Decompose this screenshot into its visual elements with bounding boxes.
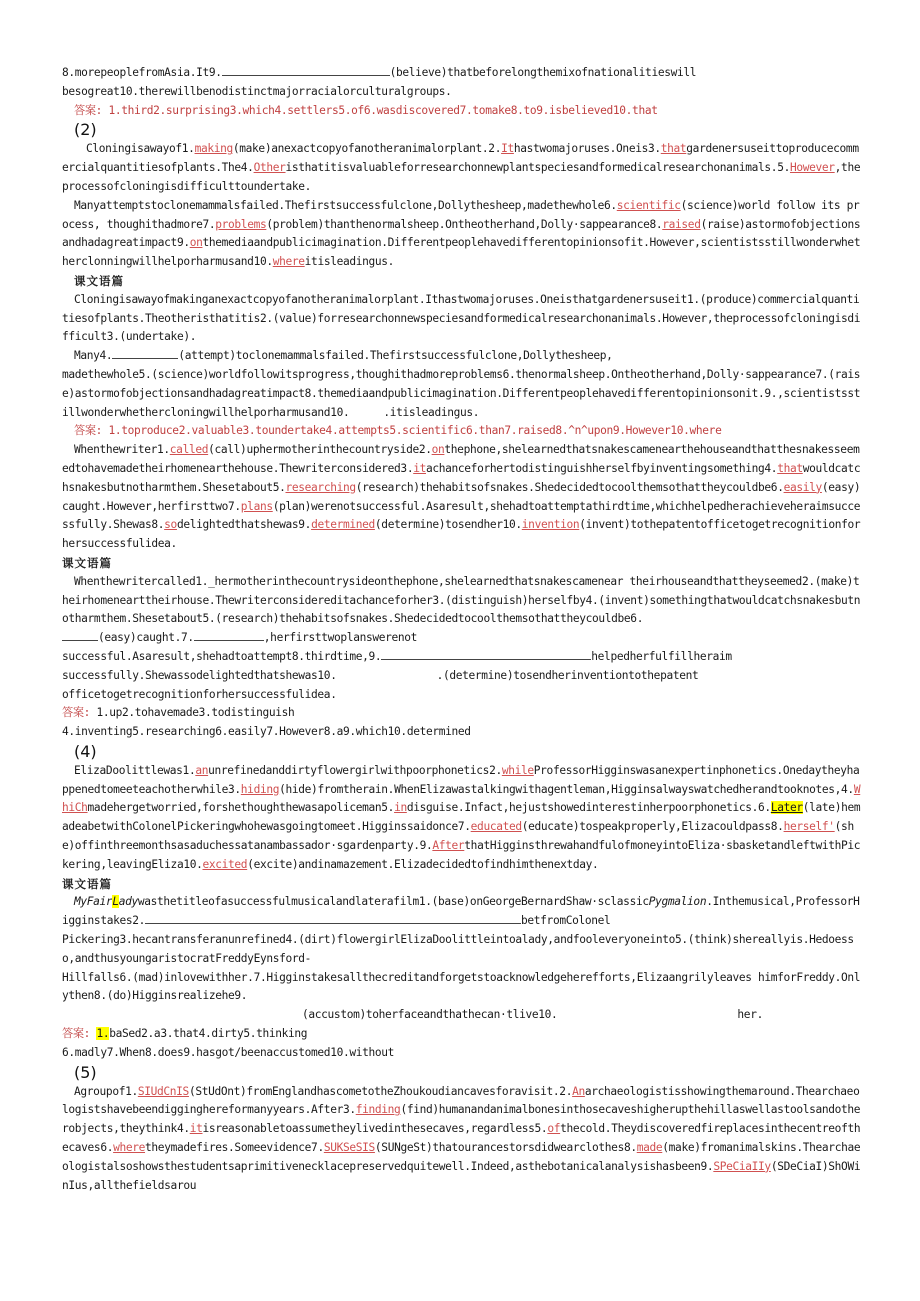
answer-fill: it: [189, 1122, 203, 1136]
blank: [62, 629, 98, 641]
text: (believe)thatbeforelongthemixofnationalitieswill: [389, 66, 697, 79]
answer-fill: easily: [783, 480, 822, 494]
answer-line: [62, 102, 862, 121]
answer-label: 答案:: [74, 103, 103, 117]
text-line: successful.Asaresult,shehadtoattempt8.thirdtime,9. helpedherfulfillheraim: [62, 649, 732, 663]
answer-fill: while: [501, 763, 534, 777]
section-number: (5): [74, 1062, 97, 1082]
answer-fill: WhiCh: [62, 782, 861, 815]
answer-text: 1.third2.surprising3.which4.settlers5.of6.wasdiscovered7.tomake8.to9.isbelieved10.that: [108, 103, 658, 117]
passage-paragraph: Agroupof1.SIUdCnIS(StUdOnt)fromEnglandhascometotheZhoukoudiancavesforavisit.2.Anarchaeologistisshowingthemaround.Thearchaeologistshavebeendigginghereformanyyears.After3.finding(find)humanandanimalbonesinthosecaveshigherupthehillaswellastoolsandotherobjects,theythink4.itisreasonabletoassumetheylivedinthesecaves,regardless5.ofthecold.Theydiscoveredfireplacesinthecentreofthecaves6.wheretheymadefires.Someevidence7.SUKSeSIS(SUNgeSt)thatourancestorsdidwearclothes8.made(make)fromanimalskins.Thearchaeologistalsoshowsthestudentsaprimitivenecklacepreservedquitewell.Indeed,asthebotanicalanalysishasbeen9.SPeCiaIIy(SDeCiaI)ShOWinIus,allthefieldsarou: [62, 1084, 861, 1192]
passage-paragraph: Whenthewriter1.called(call)uphermotherinthecountryside2.onthephone,shelearnedthatsnakescamenearthehouseandthatthesnakesseemedtohavemadetheirhomenearthehouse.Thewriterconsidered3.itachanceforhertodistinguishherselfbyinventingsomething4.thatwouldcatchsnakesbutnotharmthem.Shesetabout5.researching(research)thehabitsofsnakes.Shedecidedtocoolthemsothattheycouldbe6.easily(easy)caught.However,herfirsttwo7.plans(plan)werenotsuccessful.Asaresult,shehadtoattemptathirdtime,whichhelpedherachieveheraimsuccessfully.Shewas8.sodelightedthatshewas9.determined(determine)tosendher10.invention(invent)tothepatentofficetogetrecognitionforhersuccessfulidea.: [62, 443, 861, 551]
passage-paragraph: Whenthewritercalled1._hermotherinthecountrysideonthephone,shelearnedthatsnakescamenear theirhouseandthattheyseemed2.(make)theirhomenearttheirhouse.Thewriterconsidereditachanceforher3.(distinguish)herselfby4.(invent)somethingthatwouldcatchsnakesbutnotharmthem.Shesetabout5.(research)thehabitsofsnakes.Shedecidedtocoolthemsothattheycouldbe6.(easy)caught.7. ,herfirsttwoplanswerenot: [62, 574, 861, 645]
answer-fill: finding: [355, 1103, 401, 1117]
answer-fill: hiding: [240, 782, 280, 796]
passage-paragraph: ElizaDoolittlewas1.anunrefinedanddirtyflowergirlwithpoorphonetics2.whileProfessorHigginswasanexpertinphonetics.Onedaytheyhappenedtomeeteachotherwhile3.hiding(hide)fromtherain.WhenElizawastalkingwithagentleman,Higginsalwayswatchedherandtooknotes,4.WhiChmadehergetworried,forshethoughthewasapoliceman5.indisguise.Infact,hejustshowedinterestinherpoorphonetics.6.Later(late)hemadeabetwithColonelPickeringwhohewasgoingtomeet.Higginssaidonce7.educated(educate)tospeakproperly,Elizacouldpass8.herself'(she)offinthreemonthsasaduchessatanambassador·sgardenparty.9.AfterthatHigginsthrewahandfulofmoneyintoEliza·sbasketandleftwithPickering,leavingEliza10.excited(excite)andinamazement.Elizadecidedtofindhimthenextday.: [62, 763, 861, 871]
section-heading: 课文语篇: [62, 876, 112, 891]
blank: [222, 64, 390, 76]
passage-paragraph: Cloningisawayof1.making(make)anexactcopyofanotheranimalorplant.2.Ithastwomajoruses.Oneis3.thatgardenersuseittoproducecommercialquantitiesofplants.The4.Otheristhatitisvaluableforresearchonnewplantspeciesandformedicalresearchonanimals.5.However,theprocessofcloningisdifficulttoundertake.: [62, 142, 861, 193]
answer-fill: in: [394, 801, 407, 815]
text-line: besogreat10.therewillbenodistinctmajorracialorculturalgroups.: [62, 84, 452, 98]
answer-fill: where: [113, 1141, 146, 1155]
blank: [194, 629, 264, 641]
text-line: Hillfalls6.(mad)inlovewithher.7.Higginstakesallthecreditandforgetstoacknowledgeherefforts,Elizaangrilyleaves himforFreddy.Onlythen8.(do)Higginsrealizehe9.: [62, 970, 861, 1003]
answer-fill: an: [195, 763, 209, 777]
answer-fill: that: [777, 461, 803, 475]
answer-fill: herself': [783, 820, 835, 834]
answer-line: 4.inventing5.researching6.easily7.However8.a9.which10.determined: [62, 725, 471, 739]
answer-fill: that: [660, 142, 687, 156]
answer-line: 答案: 1.baSed2.a3.that4.dirty5.thinking: [62, 1027, 308, 1041]
blank: [112, 347, 178, 359]
answer-fill: scientific: [616, 198, 681, 212]
answer-fill: it: [413, 461, 426, 475]
answer-fill: problems: [215, 217, 267, 231]
answer-line: 答案: 1.up2.tohavemade3.todistinguish: [62, 706, 295, 720]
worksheet-page: [62, 64, 862, 1195]
answer-fill: invention: [521, 518, 580, 532]
answer-fill: called: [169, 443, 209, 457]
answer-fill: determined: [311, 518, 375, 532]
text-line: (accustom)toherfaceandthathecan·tlive10. her.: [302, 1008, 763, 1022]
answer-fill: excited: [202, 857, 248, 871]
text-line: successfully.Shewassodelightedthatshewas10. .(determine)tosendherinventiontothepatent: [62, 668, 699, 682]
answer-fill: However: [789, 161, 835, 175]
section-number: (2): [74, 120, 97, 140]
answer-fill: Other: [253, 161, 286, 175]
answer-fill: An: [572, 1084, 585, 1098]
section-heading: 课文语篇: [74, 273, 124, 288]
blank: [145, 912, 521, 924]
answer-fill: SIUdCnIS: [137, 1084, 189, 1098]
answer-fill: raised: [662, 217, 701, 231]
section-heading: 课文语篇: [62, 555, 112, 570]
blank: [381, 648, 591, 660]
answer-fill: so: [164, 518, 177, 532]
passage-paragraph: Cloningisawayofmakinganexactcopyofanotheranimalorplant.Ithastwomajoruses.Oneisthatgardenersuseit1.(produce)commercialquantitiesofplants.Theotheristhatitis2.(value)forresearchonnewspeciesandformedicalresearchonanimals.However,theprocessofcloningisdifficult3.(undertake).: [62, 292, 861, 344]
answer-fill: educated: [470, 820, 522, 834]
answer-fill: researching: [285, 480, 356, 494]
answer-fill: making: [194, 142, 233, 156]
answer-fill: on: [189, 236, 203, 250]
answer-fill: It: [501, 142, 514, 156]
passage-paragraph: MyFairLadywasthetitleofasuccessfulmusicalandlaterafilm1.(base)onGeorgeBernardShaw·sclassicPygmalion.Inthemusical,ProfessorHigginstakes2. betfromColonel: [62, 895, 860, 928]
section-number: (4): [74, 741, 97, 761]
answer-fill: of: [547, 1122, 561, 1136]
answer-fill: where: [272, 255, 305, 269]
answer-fill: made: [636, 1141, 663, 1155]
passage-paragraph: Manyattemptstoclonemammalsfailed.Thefirstsuccessfulclone,Dollythesheep,madethewhole6.scientific(science)world follow its process, thoughithadmore7.problems(problem)thanthenormalsheep.Ontheotherhand,Dolly·sappearance8.raised(raise)astormofobjectionsandhadagreatimpact9.onthemediaandpublicimagination.Differentpeoplehavedifferentopinionsofit.However,scientistsstillwonderwhetherclonningwillhelporharmusand10.whereitisleadingus.: [62, 198, 861, 269]
answer-line: 答案: 1.toproduce2.valuable3.toundertake4.attempts5.scientific6.than7.raised8.^n^upon9.However10.where: [74, 424, 722, 438]
text-line: Pickering3.hecantransferanunrefined4.(dirt)flowergirlElizaDoolittleintoalady,andfooleveryoneinto5.(think)shereallyis.Hedoesso,andthusyoungaristocratFreddyEynsford-: [62, 933, 854, 965]
answer-line: 6.madly7.When8.does9.hasgot/beenaccustomed10.without: [62, 1045, 395, 1059]
text-line: officetogetrecognitionforhersuccessfulidea.: [62, 687, 337, 701]
answer-fill: SPeCiaIIy: [713, 1159, 771, 1173]
answer-fill: SUKSeSIS: [323, 1141, 375, 1155]
answer-fill: plans: [240, 499, 273, 513]
answer-fill: After: [432, 839, 465, 853]
passage-paragraph: Many4. (attempt)toclonemammalsfailed.Thefirstsuccessfulclone,Dollythesheep, madethewhole5.(science)worldfollowitsprogress,thoughithadmoreproblems6.thenormalsheep.Ontheotherhand,Dolly·sappearance7.(raise)astormofobjectionsandhadagreatimpact8.themediaandpublicimagination.Differentpeoplehavedifferentopinionsonit.9.,scientistsstillwonderwhethercloningwillhelporharmusand10. .itisleadingus.: [62, 349, 861, 419]
answer-fill: on: [431, 443, 445, 457]
answer-fill: Later: [770, 801, 803, 815]
text-line: [62, 64, 862, 83]
text: 8.morepeoplefromAsia.It9.: [62, 66, 222, 79]
